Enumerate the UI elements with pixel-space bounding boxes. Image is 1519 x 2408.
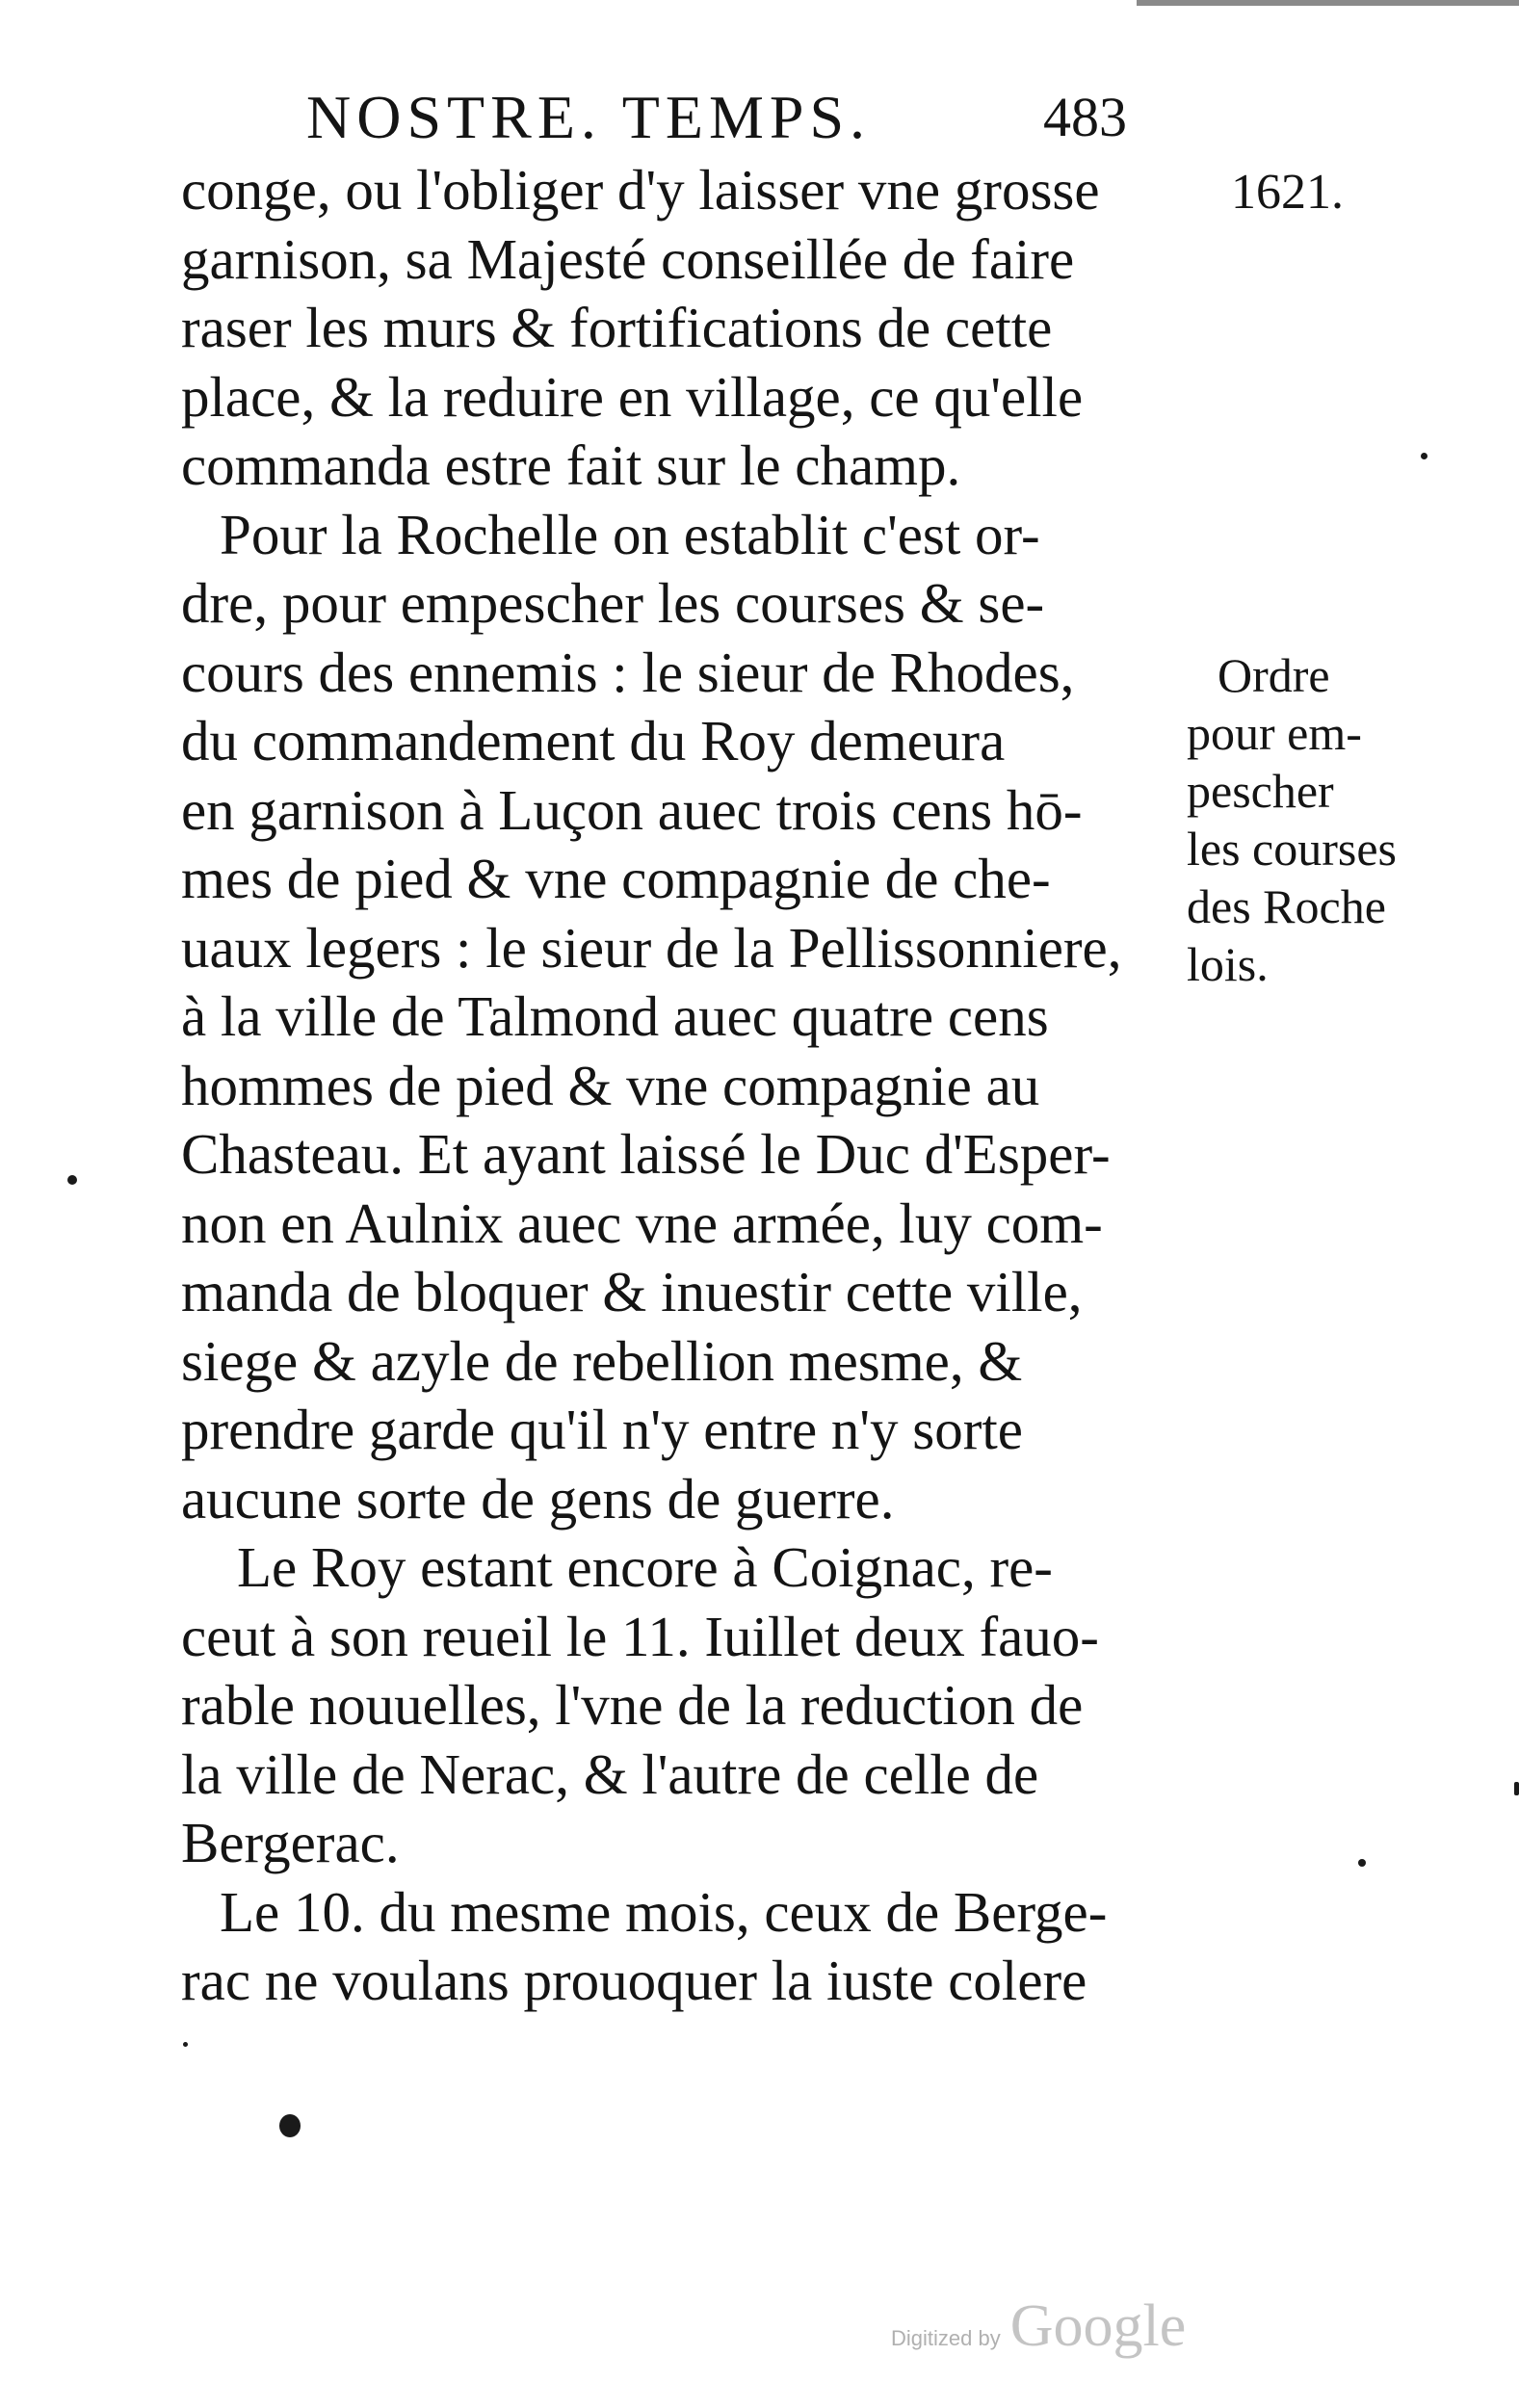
text-line: ceut à son reueil le 11. Iuillet deux fauo- xyxy=(181,1604,1099,1668)
text-line: aucune sorte de gens de guerre. xyxy=(181,1466,895,1531)
text-line: commanda estre fait sur le champ. xyxy=(181,433,961,497)
text-line: raser les murs & fortifications de cette xyxy=(181,296,1053,359)
text-line: la ville de Nerac, & l'autre de celle de xyxy=(181,1741,1039,1806)
text-line: hommes de pied & vne compagnie au xyxy=(181,1053,1040,1117)
text-line: Bergerac. xyxy=(181,1811,400,1874)
ink-speck xyxy=(1421,453,1427,459)
page-number: 483 xyxy=(1043,86,1127,148)
margin-note-line: des Roche xyxy=(1187,879,1386,933)
text-line: dre, pour empescher les courses & se- xyxy=(181,571,1045,635)
ink-speck xyxy=(1358,1859,1366,1867)
top-edge-rule xyxy=(1137,0,1519,6)
text-line: mes de pied & vne compagnie de che- xyxy=(181,847,1051,910)
margin-year: 1621. xyxy=(1231,165,1344,220)
margin-note-line: les courses xyxy=(1187,822,1397,876)
watermark-prefix: Digitized by xyxy=(891,2326,1001,2350)
text-line: place, & la reduire en village, ce qu'elle xyxy=(181,364,1084,429)
margin-note-line: pescher xyxy=(1187,764,1334,818)
text-line: conge, ou l'obliger d'y laisser vne grosse xyxy=(181,158,1100,222)
text-line: Pour la Rochelle on establit c'est or- xyxy=(220,502,1040,566)
ink-speck xyxy=(67,1175,77,1185)
running-title: NOSTRE. TEMPS. xyxy=(306,83,872,151)
text-line: en garnison à Luçon auec trois cens hō- xyxy=(181,777,1083,842)
text-line: garnison, sa Majesté conseillée de faire xyxy=(181,226,1075,291)
ink-speck xyxy=(1514,1782,1519,1795)
ink-speck xyxy=(279,2114,301,2137)
text-line: non en Aulnix auec vne armée, luy com- xyxy=(181,1191,1103,1255)
text-line: uaux legers : le sieur de la Pellissonniere, xyxy=(181,915,1122,980)
digitized-by-google-watermark xyxy=(891,2292,1186,2360)
text-line: manda de bloquer & inuestir cette ville, xyxy=(181,1260,1083,1323)
ink-speck xyxy=(183,2042,188,2047)
body-text xyxy=(181,156,1183,2016)
page-header xyxy=(306,79,1173,156)
text-line: Le Roy estant encore à Coignac, re- xyxy=(237,1535,1053,1599)
text-line: cours des ennemis : le sieur de Rhodes, xyxy=(181,640,1075,704)
text-line: siege & azyle de rebellion mesme, & xyxy=(181,1328,1023,1393)
margin-note-line: lois. xyxy=(1187,937,1269,991)
margin-note-line: pour em- xyxy=(1187,706,1362,760)
google-logo: Google xyxy=(1009,2293,1187,2359)
text-line: rac ne voulans prouoquer la iuste colere xyxy=(181,1949,1087,2012)
text-line: rable nouuelles, l'vne de la reduction de xyxy=(181,1673,1084,1737)
text-line: prendre garde qu'il n'y entre n'y sorte xyxy=(181,1398,1023,1461)
margin-note-line: Ordre xyxy=(1218,648,1330,702)
text-line: du commandement du Roy demeura xyxy=(181,709,1006,772)
text-line: Chasteau. Et ayant laissé le Duc d'Esper- xyxy=(181,1122,1111,1186)
text-line: à la ville de Talmond auec quatre cens xyxy=(181,984,1049,1048)
text-line: Le 10. du mesme mois, ceux de Berge- xyxy=(220,1879,1108,1944)
margin-note xyxy=(1187,646,1476,993)
